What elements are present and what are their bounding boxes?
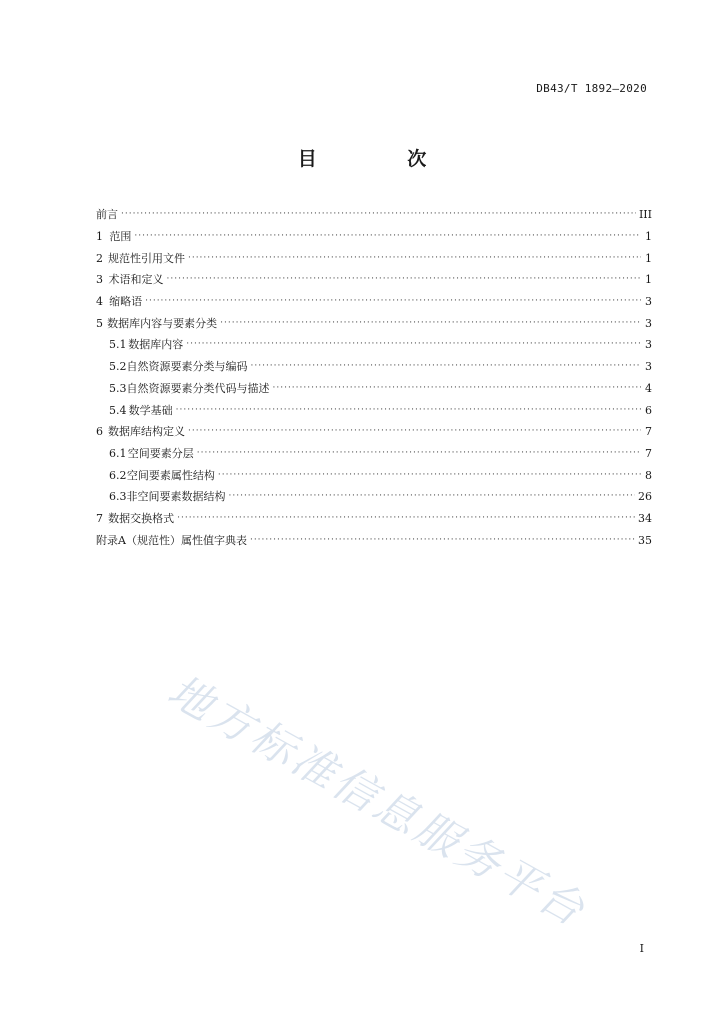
toc-entry[interactable] (96, 443, 652, 465)
toc-entry[interactable] (96, 334, 652, 356)
toc-entry-number: 5 (96, 316, 103, 330)
toc-dot-leader (186, 340, 641, 349)
toc-entry-number: 6 (96, 425, 103, 439)
toc-entry-page: 4 (645, 381, 652, 395)
document-code: DB43/T 1892—2020 (536, 82, 647, 95)
toc-dot-leader (176, 406, 641, 415)
toc-entry[interactable] (96, 204, 652, 226)
toc-entry-label: 自然资源要素分类代码与描述 (126, 381, 270, 395)
toc-entry-number: 1 (96, 230, 103, 244)
toc-entry[interactable] (96, 356, 652, 378)
toc-entry-page: 35 (638, 533, 652, 547)
toc-entry-page: 3 (645, 360, 652, 374)
toc-entry-page: 1 (645, 251, 652, 265)
toc-dot-leader (273, 384, 642, 393)
toc-entry[interactable] (96, 486, 652, 508)
toc-dot-leader (220, 319, 641, 328)
toc-entry[interactable] (96, 529, 652, 551)
page-title: 目 次 (297, 148, 469, 170)
toc-dot-leader (167, 275, 641, 284)
toc-entry-label: 附录A（规范性）属性值字典表 (96, 533, 247, 547)
toc-entry-label: 数据库结构定义 (107, 425, 185, 439)
toc-dot-leader (121, 210, 636, 219)
toc-entry-label: 数据交换格式 (108, 511, 175, 525)
toc-dot-leader (218, 471, 641, 480)
toc-entry-page: 3 (645, 338, 652, 352)
toc-entry[interactable] (96, 378, 652, 400)
toc-entry[interactable] (96, 269, 652, 291)
watermark: 地方标准信息服务平台 (159, 665, 595, 938)
toc-entry-page: 1 (645, 230, 652, 244)
toc-entry[interactable] (96, 508, 652, 530)
toc-entry-number: 2 (96, 251, 103, 265)
toc-entry-label: 前言 (96, 208, 118, 222)
toc-dot-leader (250, 536, 635, 545)
toc-entry-label: 数据库内容 (128, 338, 184, 352)
toc-entry-page: 34 (638, 511, 652, 525)
toc-entry-label: 范围 (109, 230, 132, 244)
toc-entry-page: 1 (645, 273, 652, 287)
toc-dot-leader (177, 514, 635, 523)
table-of-contents (96, 204, 652, 551)
toc-entry-label: 数据库内容与要素分类 (107, 316, 218, 330)
toc-entry-number: 5.3 (109, 381, 127, 395)
toc-entry-number: 4 (96, 295, 103, 309)
toc-entry-number: 7 (96, 511, 103, 525)
toc-entry-page: 8 (645, 468, 652, 482)
toc-entry-number: 5.1 (109, 338, 127, 352)
toc-entry-page: 26 (638, 490, 652, 504)
toc-entry[interactable] (96, 291, 652, 313)
toc-entry-page: 7 (645, 446, 652, 460)
toc-entry-label: 自然资源要素分类与编码 (126, 360, 248, 374)
toc-entry-page: 7 (645, 425, 652, 439)
toc-entry-label: 数学基础 (128, 403, 173, 417)
toc-entry-label: 空间要素属性结构 (126, 468, 215, 482)
toc-dot-leader (197, 449, 641, 458)
toc-entry-page: 3 (645, 316, 652, 330)
toc-dot-leader (188, 254, 641, 263)
page-number: I (639, 942, 644, 955)
toc-entry-page: 3 (645, 295, 652, 309)
toc-entry-number: 6.2 (109, 468, 127, 482)
toc-entry[interactable] (96, 464, 652, 486)
toc-entry[interactable] (96, 247, 652, 269)
toc-dot-leader (251, 362, 642, 371)
toc-entry-label: 规范性引用文件 (107, 251, 185, 265)
toc-entry[interactable] (96, 421, 652, 443)
toc-entry-number: 6.3 (109, 490, 127, 504)
toc-entry-label: 非空间要素数据结构 (126, 490, 226, 504)
toc-entry[interactable] (96, 312, 652, 334)
toc-dot-leader (188, 427, 641, 436)
toc-entry-number: 5.4 (109, 403, 127, 417)
toc-entry-page: III (638, 208, 652, 222)
toc-dot-leader (229, 492, 636, 501)
toc-dot-leader (145, 297, 641, 306)
toc-dot-leader (134, 232, 641, 241)
toc-entry[interactable] (96, 399, 652, 421)
toc-entry-label: 空间要素分层 (127, 446, 194, 460)
toc-entry-label: 缩略语 (109, 295, 143, 309)
toc-entry-number: 6.1 (109, 446, 127, 460)
toc-entry-number: 5.2 (109, 360, 127, 374)
toc-entry-page: 6 (645, 403, 652, 417)
toc-entry[interactable] (96, 226, 652, 248)
toc-entry-label: 术语和定义 (108, 273, 164, 287)
toc-entry-number: 3 (96, 273, 103, 287)
